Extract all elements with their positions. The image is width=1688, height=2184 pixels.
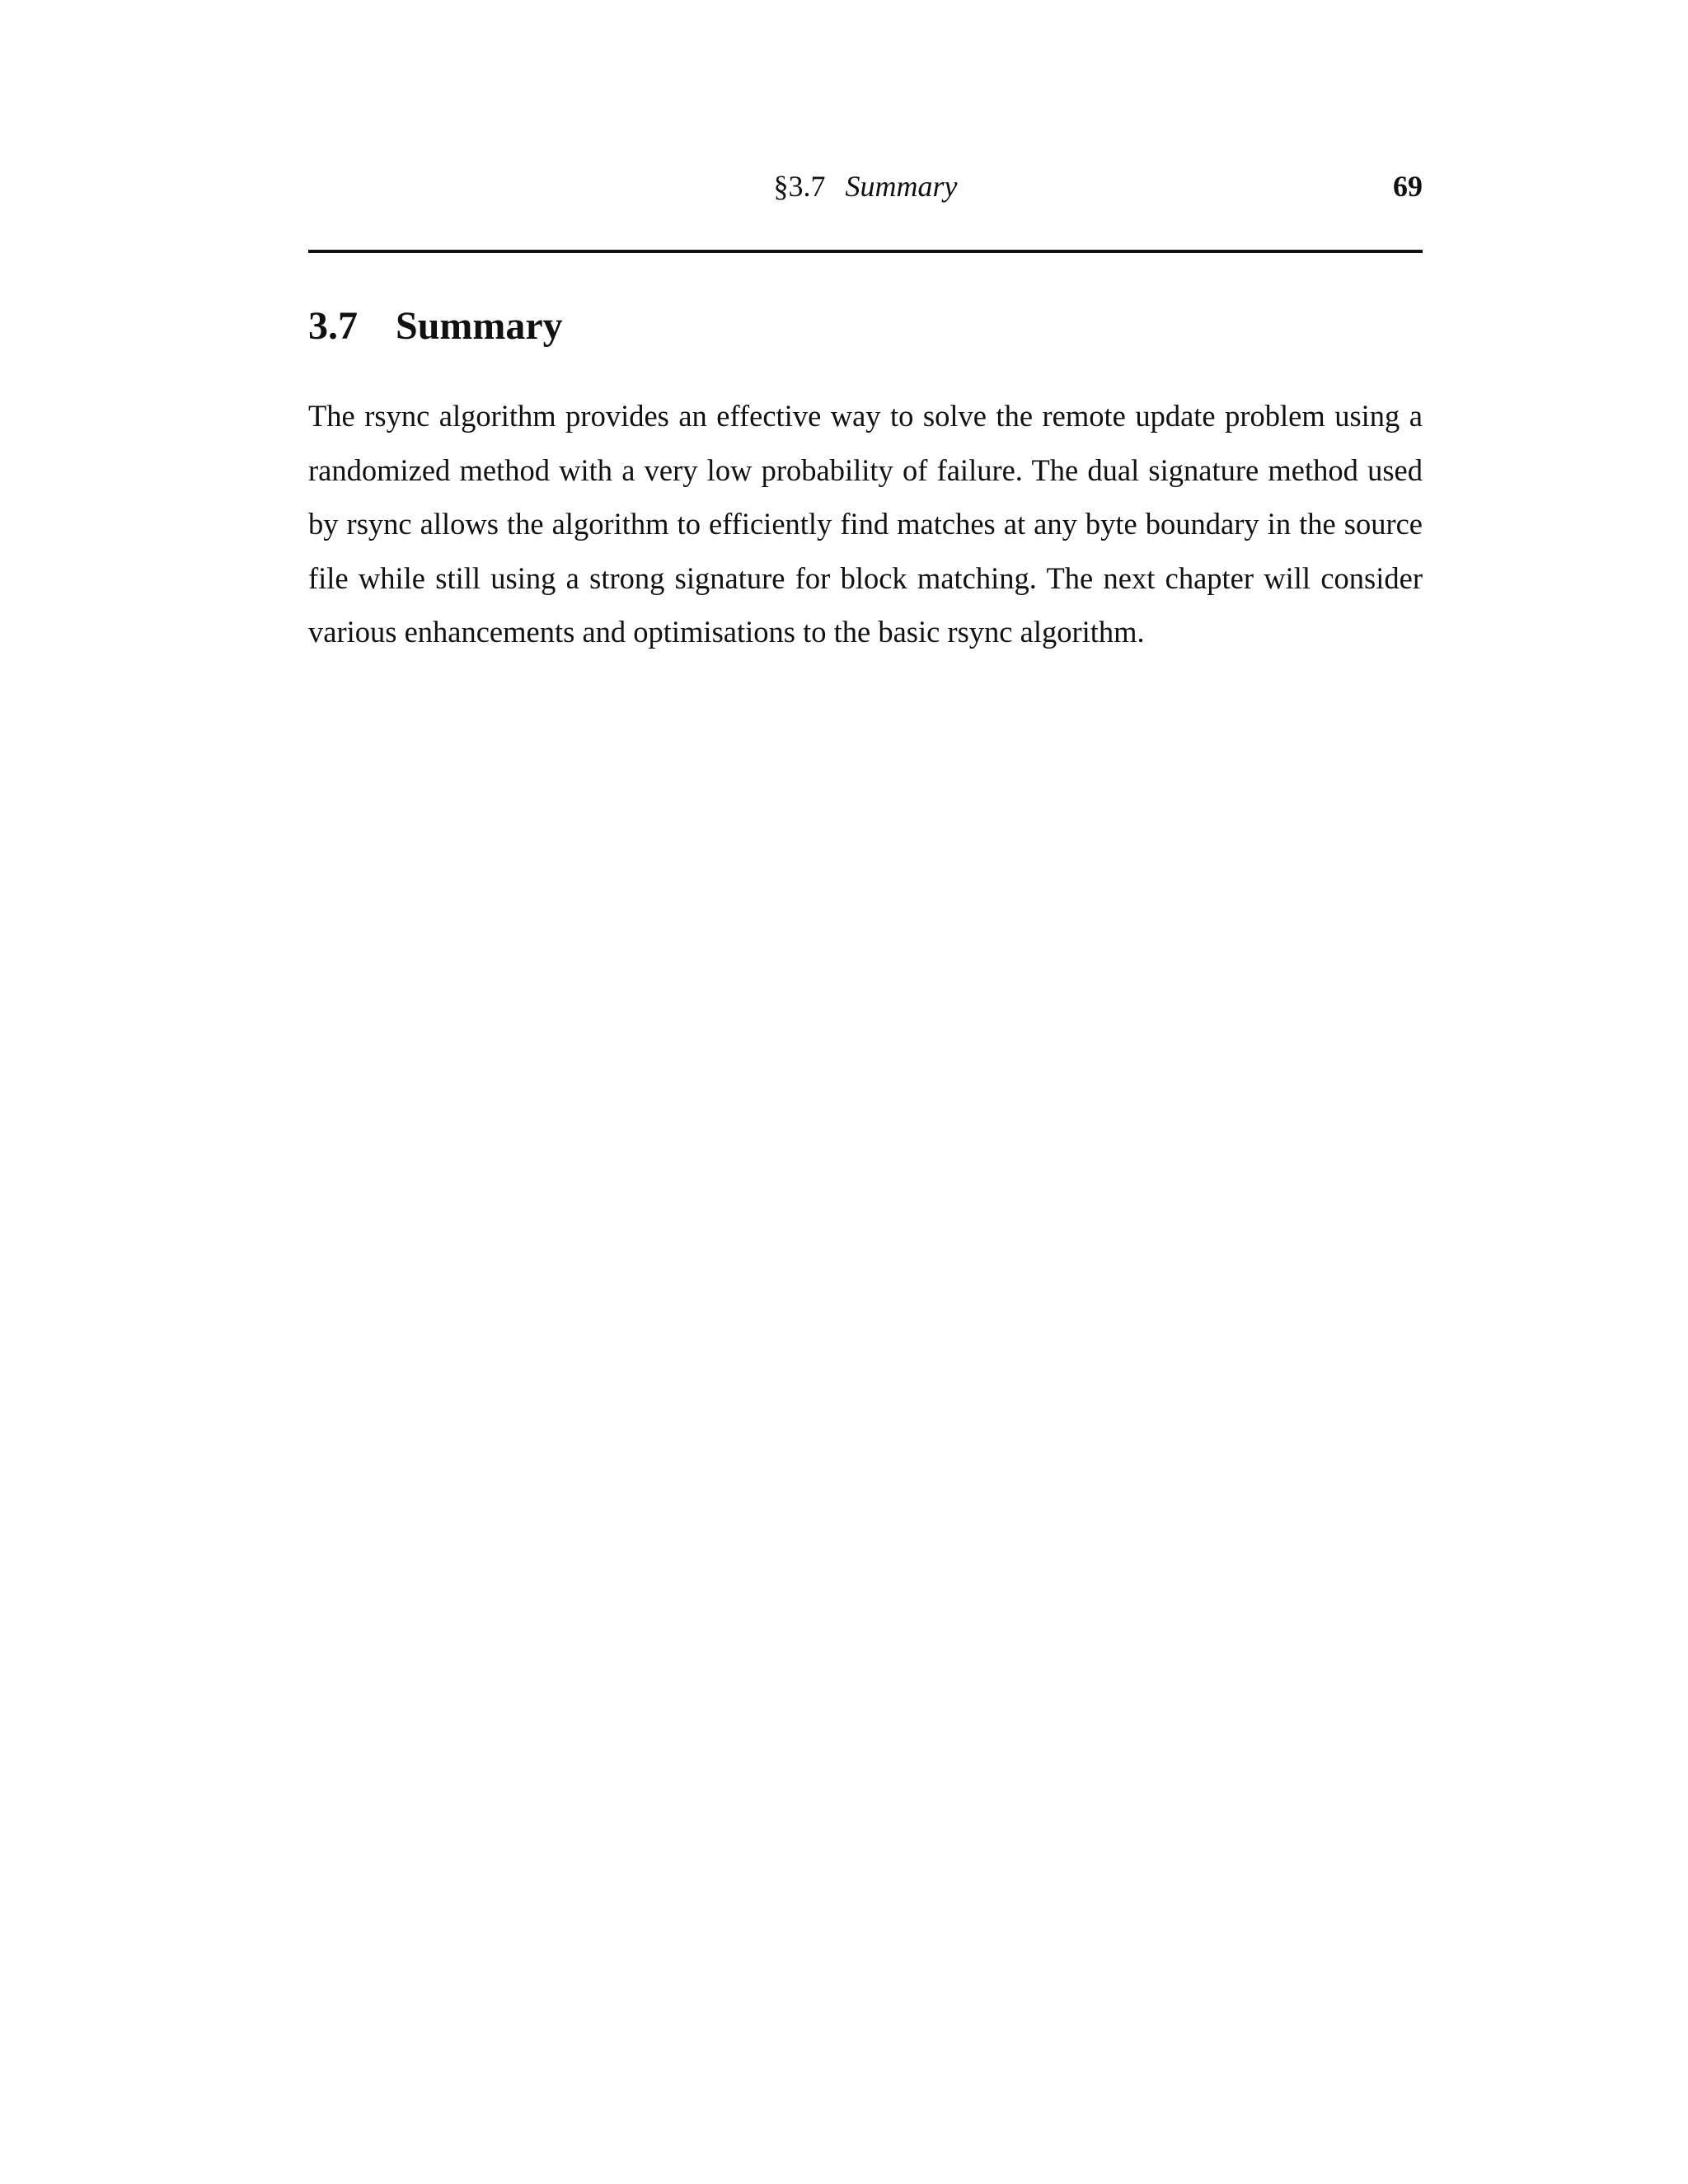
section-heading	[308, 300, 1423, 353]
running-header-section	[308, 170, 1423, 203]
running-header-section-number: §3.7	[773, 170, 826, 203]
body-paragraph: The rsync algorithm provides an effective way to solve the remote update problem using a randomized method with a very low probability of failure. The dual signature method used by rsync allows the algorithm to efficiently find matches at any byte boundary in the source file while still using a strong signature for block matching. The next chapter will consider various enhancements and optimisations to the basic rsync algorithm.	[308, 399, 1423, 649]
section-title: Summary	[396, 304, 563, 348]
running-header	[308, 162, 1423, 219]
section-number: 3.7	[308, 304, 358, 348]
running-header-section-title: Summary	[845, 170, 958, 203]
header-rule	[308, 250, 1423, 253]
page-number: 69	[1393, 170, 1423, 203]
